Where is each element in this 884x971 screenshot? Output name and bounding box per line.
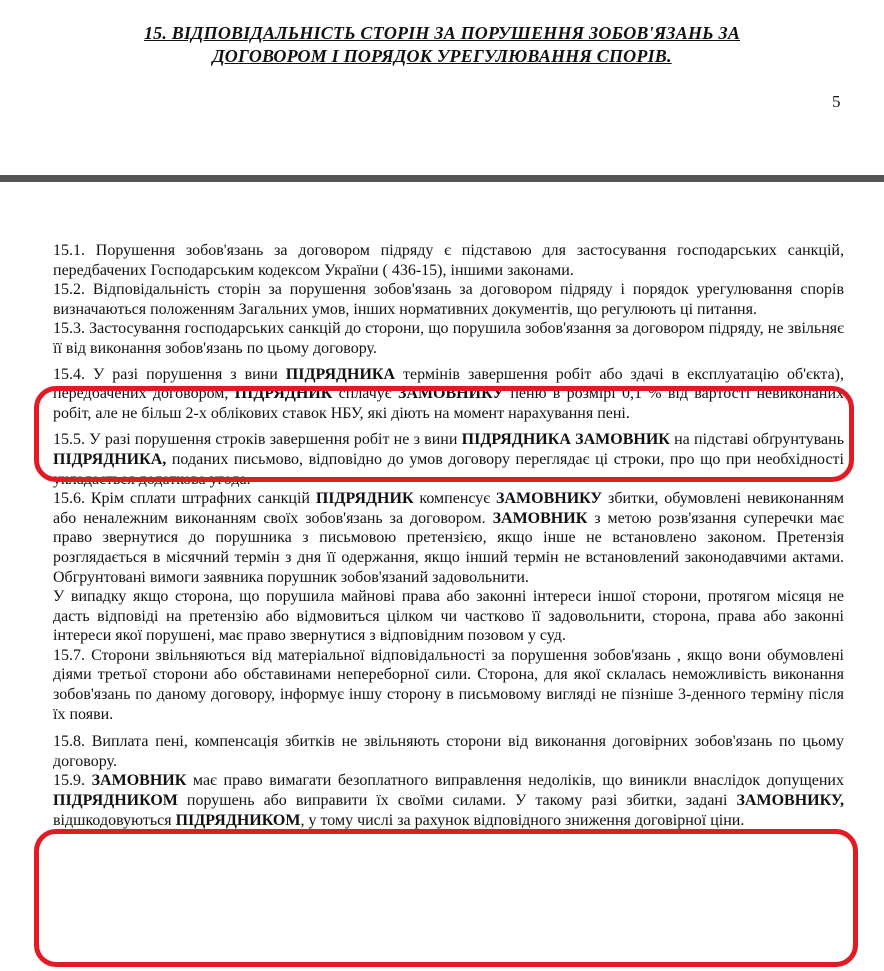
bold-party-name: ПІДРЯДНИКА: [285, 365, 396, 383]
highlight-frame-15-8-15-9: [34, 829, 858, 967]
text-run: 15.5. У разі порушення строків завершення робіт не з вини: [53, 431, 462, 449]
paragraph-15-7: 15.7. Сторони звільняються від матеріальної відповідальності за порушення зобов'язань , якщо вони обумовлені діями третьої сторони або обставинами непереборної сили. Сторона, для якої склалась неможливість виконання зобов'язань по даному договору, інформує іншу сторону в письмовому вигляді не пізніше 3-денного терміну після їх появи.: [53, 646, 844, 723]
bold-party-name: ЗАМОВНИКУ: [397, 385, 505, 403]
section-title-line-2: ДОГОВОРОМ І ПОРЯДОК УРЕГУЛЮВАННЯ СПОРІВ.: [212, 46, 672, 66]
bold-party-name: ЗАМОВНИКУ: [496, 490, 603, 508]
paragraph-15-2: 15.2. Відповідальність сторін за порушення зобов'язань за договором підряду і порядок урегулювання спорів визначаються положенням Загальних умов, інших нормативних документів, що регулюють ці питання.: [53, 281, 844, 318]
document-body: [53, 241, 844, 830]
paragraph-15-6: [53, 489, 844, 587]
text-run: з метою розв'язання суперечки має право звернутися до порушника з письмовою претензією, якщо інше не встановлено законом. Претензія розглядається в місячний термін з дня її одержання, якщо інший термін не встановлений законодавчими актами. Обгрунтовані вимоги заявника порушник зобов'язаний задовольнити.: [53, 509, 844, 586]
text-run: пеню в розмірі 0,1 % від вартості невиконаних робіт, але не більш 2-х облікових ставок НБУ, які діють на момент нарахування пені.: [53, 385, 845, 422]
text-run: 15.9.: [53, 772, 92, 790]
header-divider: [0, 175, 884, 182]
bold-party-name: ПІДРЯДНИКА,: [53, 450, 167, 468]
bold-party-name: ПІДРЯДНИКА ЗАМОВНИК: [461, 431, 670, 449]
text-run: , у тому числі за рахунок відповідного зниження договірної ціни.: [300, 811, 745, 829]
bold-party-name: ПІДРЯДНИКОМ: [53, 792, 178, 810]
page-number: 5: [832, 92, 841, 111]
text-run: сплачує: [332, 385, 398, 403]
paragraph-15-3: 15.3. Застосування господарських санкцій до сторони, що порушила зобов'язання за договором підряду, не звільняє її від виконання зобов'язань по цьому договору.: [53, 320, 844, 357]
bold-party-name: ПІДРЯДНИК: [234, 385, 333, 403]
text-run: відшкодовуються: [53, 811, 176, 829]
text-run: збитки, обумовлені невиконанням або неналежним виконанням своїх зобов'язань за договором.: [53, 490, 844, 527]
text-run: має право вимагати безоплатного виправлення недоліків, що виникли внаслідок допущених: [186, 772, 844, 790]
bold-party-name: ЗАМОВНИК: [492, 509, 588, 527]
section-title-line-1: 15. ВІДПОВІДАЛЬНІСТЬ СТОРІН ЗА ПОРУШЕННЯ ЗОБОВ'ЯЗАНЬ ЗА: [143, 23, 741, 43]
paragraph-15-6-continuation: У випадку якщо сторона, що порушила майнові права або законні інтереси іншої сторони, протягом місяця не дасть відповіді на претензію або відмовиться цілком чи частково її задовольнити, сторона, права або законні інтереси якої порушені, має право звернутися з відповідним позовом у суд.: [53, 588, 844, 645]
text-run: порушень або виправити їх своїми силами. У такому разі збитки, задані: [177, 792, 737, 810]
bold-party-name: ЗАМОВНИКУ,: [736, 792, 844, 810]
text-run: 15.4. У разі порушення з вини: [53, 365, 286, 383]
text-run: термінів завершення робіт або здачі в експлуатацію об'єкта), передбачених договором,: [53, 365, 845, 403]
section-title: [0, 22, 884, 68]
text-run: компенсує: [413, 490, 497, 508]
paragraph-15-8: 15.8. Виплата пені, компенсація збитків не звільняють сторони від виконання договірних зобов'язань по цьому договору.: [53, 733, 844, 770]
bold-party-name: ПІДРЯДНИКОМ: [175, 811, 301, 829]
text-run: 15.6. Крім сплати штрафних санкцій: [53, 490, 316, 508]
text-run: поданих письмово, відповідно до умов договору переглядає ці строки, про що при необхідності укладається додаткова угода.: [53, 450, 844, 488]
paragraph-15-1: 15.1. Порушення зобов'язань за договором підряду є підставою для застосування господарських санкцій, передбачених Господарським кодексом України ( 436-15), іншими законами.: [53, 242, 844, 279]
bold-party-name: ЗАМОВНИК: [91, 772, 187, 790]
highlight-frame-15-4: [34, 386, 854, 482]
text-run: на підставі обґрунтувань: [669, 431, 844, 449]
paragraph-15-9: [53, 771, 844, 830]
bold-party-name: ПІДРЯДНИК: [315, 490, 414, 508]
